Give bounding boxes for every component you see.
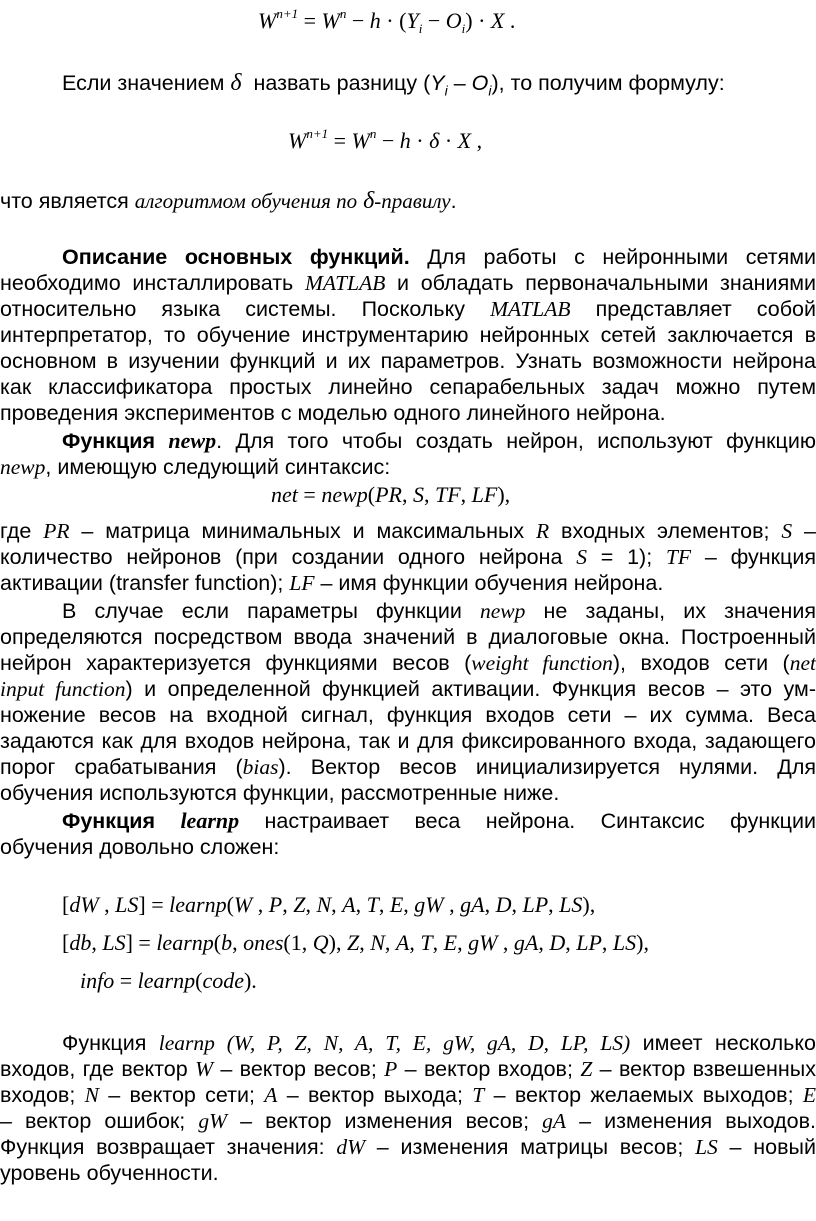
text-line: что является алгоритмом обучения по δ-правилу.	[0, 188, 457, 214]
text-line: необходимо инсталлировать MATLAB и обладать первоначальными знаниями	[0, 271, 816, 295]
formula-newp: net = newp(PR, S, TF, LF),	[271, 482, 511, 507]
text-line: как классификатора простых линейно сепарабельных задач можно путем	[0, 375, 816, 399]
delta-symbol: δ	[230, 70, 242, 96]
text-line: количество нейронов (при создании одного нейрона S = 1); TF – функция	[0, 545, 816, 569]
formula-learnp-1: [dW , LS] = learnp(W , P, Z, N, A, T, E, gW , gA, D, LP, LS),	[62, 892, 596, 917]
text-line: Если значением δ назвать разницу $(Y_i - O_i)$, то получим формулу:	[62, 70, 725, 99]
text-line: порог срабатывания (bias). Вектор весов инициализируется нулями. Для	[0, 755, 816, 779]
formula-delta-rule: $W^{n+1} = W^n - h \cdot \delta \cdot X$ ,	[288, 126, 483, 153]
text-line: входов, где вектор W – вектор весов; P – вектор входов; Z – вектор взвешенных	[0, 1057, 816, 1081]
text-line: Описание основных функций. Для работы с нейронными сетями	[62, 245, 816, 269]
text-line: проведения экспериментов с моделью одного линейного нейрона.	[0, 401, 666, 425]
text-line: уровень обученности.	[0, 1161, 219, 1185]
formula-learnp-3: info = learnp(code).	[80, 968, 257, 993]
text-line: определяются посредством ввода значений в диалоговые окна. Построенный	[0, 625, 816, 649]
text-line: интерпретатор, то обучение инструментарию нейронных сетей заключается в	[0, 323, 816, 347]
formula-learnp-2: [db, LS] = learnp(b, ones(1, Q), Z, N, A, T, E, gW , gA, D, LP, LS),	[62, 930, 649, 955]
section-heading: Функция	[62, 429, 156, 453]
section-heading: Описание основных функций.	[62, 245, 410, 269]
text-line: задаются как для входов нейрона, так и для фиксированного входа, задающего	[0, 729, 816, 753]
formula-weight-update: $W^{n+1} = W^n - h \cdot (Y_i - O_i) \cdot X$ .	[258, 6, 516, 36]
text-line: input function) и определенной функцией активации. Функция весов – это ум-	[0, 677, 816, 701]
text-line: – вектор ошибок; gW – вектор изменения весов; gA – изменения выходов.	[0, 1109, 816, 1133]
text-line: нейрон характеризуется функциями весов (weight function), входов сети (net	[0, 651, 816, 675]
text-line: ножение весов на входной сигнал, функция входов сети – их сумма. Веса	[0, 703, 816, 727]
text-line: обучения используются функции, рассмотренные ниже.	[0, 781, 560, 805]
text-line: обучения довольно сложен:	[0, 835, 280, 859]
text-line: основном в изучении функций и их параметров. Узнать возможности нейрона	[0, 349, 816, 373]
text-line: Функция возвращает значения: dW – изменения матрицы весов; LS – новый	[0, 1135, 816, 1159]
section-heading: Функция	[62, 809, 156, 833]
text-line: Функция newp. Для того чтобы создать нейрон, используют функцию	[62, 428, 816, 453]
text-line: входов; N – вектор сети; A – вектор выхода; T – вектор желаемых выходов; E	[0, 1083, 816, 1107]
text-line: В случае если параметры функции newp не заданы, их значения	[62, 599, 816, 623]
text-line: где PR – матрица минимальных и максимальных R входных элементов; S –	[0, 519, 816, 543]
text-line: Функция learnp настраивает веса нейрона. Синтаксис функции	[62, 808, 816, 833]
text-line: активации (transfer function); LF – имя функции обучения нейрона.	[0, 571, 664, 595]
text-line: Функция learnp (W, P, Z, N, A, T, E, gW, gA, D, LP, LS) имеет несколько	[62, 1031, 816, 1055]
text-line: относительно языка системы. Поскольку MATLAB представляет собой	[0, 297, 816, 321]
text-line: newp, имеющую следующий синтаксис:	[0, 455, 391, 479]
